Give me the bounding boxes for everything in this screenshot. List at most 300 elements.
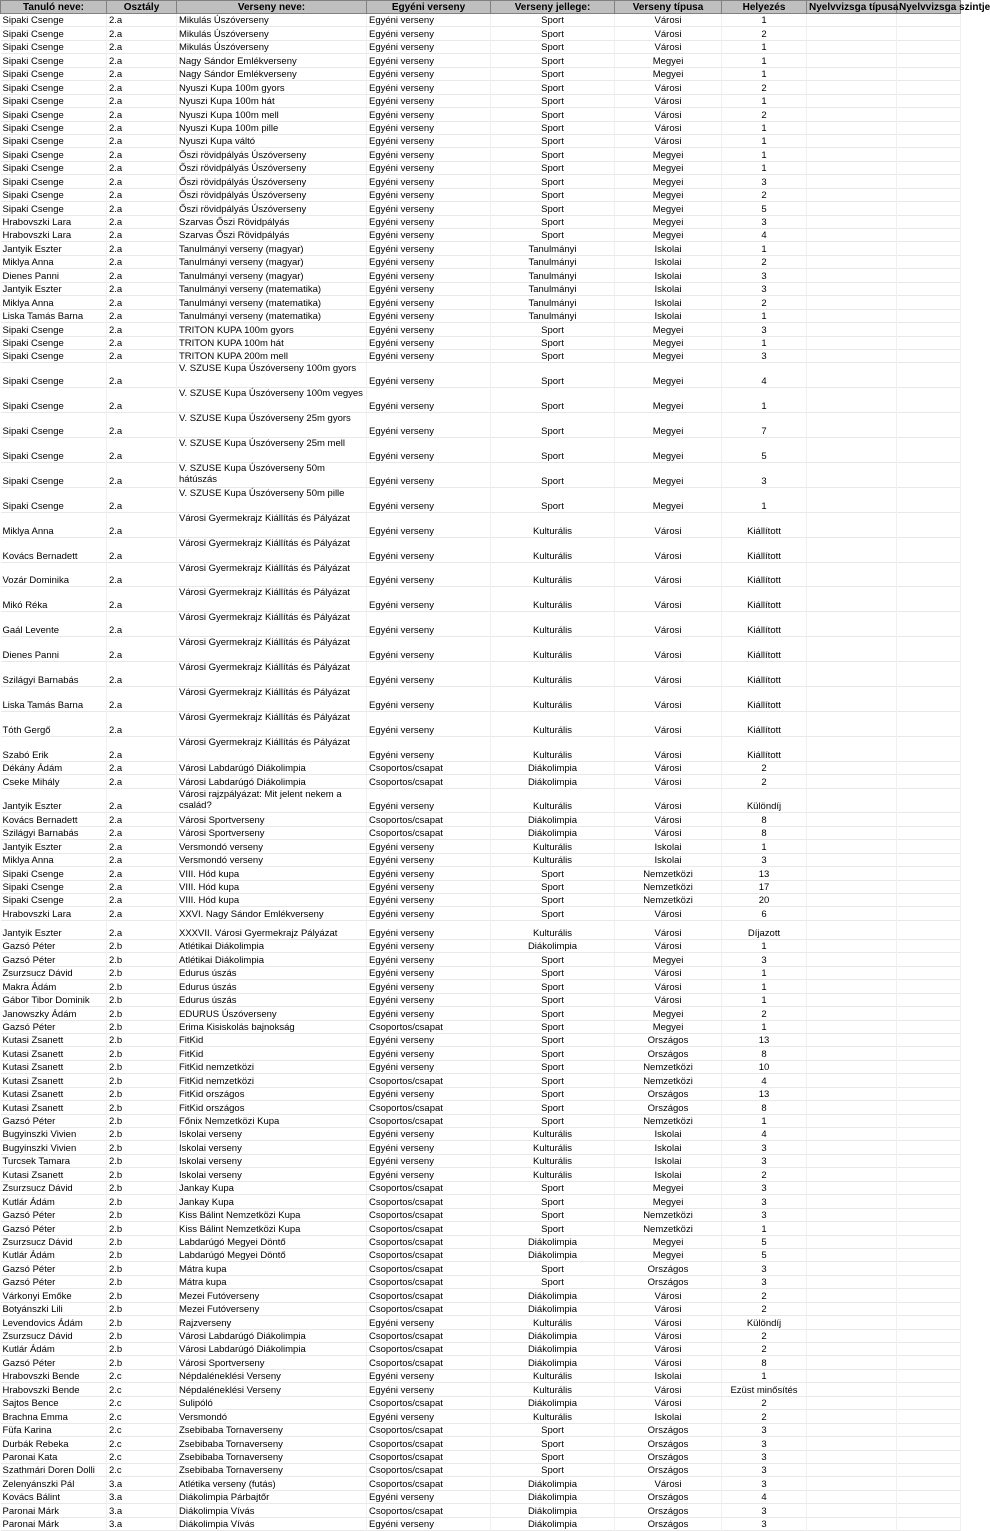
cell-exam-level xyxy=(897,761,961,774)
cell-competition-name: Mezei Futóverseny xyxy=(177,1302,367,1315)
cell-type: Országos xyxy=(615,1490,722,1503)
cell-exam-type xyxy=(807,81,897,94)
cell-exam-type xyxy=(807,1369,897,1382)
table-row xyxy=(1,81,961,94)
cell-placement: 1 xyxy=(722,487,807,512)
cell-nature: Sport xyxy=(491,1114,615,1127)
cell-student-name: Brachna Emma xyxy=(1,1410,107,1423)
cell-exam-level xyxy=(897,1101,961,1114)
cell-type: Megyei xyxy=(615,438,722,463)
cell-individual: Egyéni verseny xyxy=(367,242,491,255)
cell-class: 2.a xyxy=(107,562,177,587)
cell-individual: Egyéni verseny xyxy=(367,202,491,215)
cell-exam-type xyxy=(807,1396,897,1409)
cell-class: 2.b xyxy=(107,1329,177,1342)
cell-exam-type xyxy=(807,907,897,920)
cell-exam-type xyxy=(807,1020,897,1033)
cell-exam-level xyxy=(897,1033,961,1046)
cell-exam-type xyxy=(807,349,897,362)
cell-nature: Sport xyxy=(491,161,615,174)
cell-individual: Csoportos/csapat xyxy=(367,775,491,788)
cell-class: 2.a xyxy=(107,148,177,161)
cell-placement: 4 xyxy=(722,229,807,242)
cell-exam-type xyxy=(807,512,897,537)
cell-individual: Egyéni verseny xyxy=(367,512,491,537)
cell-nature: Sport xyxy=(491,14,615,27)
cell-student-name: Zelenyánszki Pál xyxy=(1,1477,107,1490)
cell-student-name: Zsurzsucz Dávid xyxy=(1,1235,107,1248)
cell-class: 2.b xyxy=(107,1020,177,1033)
cell-exam-type xyxy=(807,537,897,562)
cell-exam-type xyxy=(807,1033,897,1046)
cell-placement: Kiállított xyxy=(722,612,807,637)
cell-exam-level xyxy=(897,612,961,637)
cell-student-name: Kutlár Ádám xyxy=(1,1343,107,1356)
cell-competition-name: Városi rajzpályázat: Mit jelent nekem a család? xyxy=(177,788,367,813)
cell-type: Megyei xyxy=(615,54,722,67)
cell-exam-level xyxy=(897,1410,961,1423)
cell-nature: Sport xyxy=(491,1060,615,1073)
table-row xyxy=(1,1423,961,1436)
cell-nature: Sport xyxy=(491,1074,615,1087)
cell-exam-type xyxy=(807,323,897,336)
cell-exam-level xyxy=(897,1463,961,1476)
cell-exam-type xyxy=(807,27,897,40)
cell-class: 2.b xyxy=(107,1128,177,1141)
cell-individual: Egyéni verseny xyxy=(367,993,491,1006)
cell-placement: 3 xyxy=(722,1181,807,1194)
cell-type: Megyei xyxy=(615,1235,722,1248)
cell-nature: Sport xyxy=(491,1423,615,1436)
cell-student-name: Zsurzsucz Dávid xyxy=(1,966,107,979)
cell-placement: 20 xyxy=(722,894,807,907)
cell-exam-level xyxy=(897,853,961,866)
cell-type: Városi xyxy=(615,775,722,788)
cell-placement: 1 xyxy=(722,121,807,134)
cell-student-name: Levendovics Ádám xyxy=(1,1316,107,1329)
cell-nature: Diákolimpia xyxy=(491,1302,615,1315)
cell-student-name: Liska Tamás Barna xyxy=(1,686,107,711)
cell-competition-name: Őszi rövidpályás Úszóverseny xyxy=(177,148,367,161)
cell-class: 2.a xyxy=(107,349,177,362)
table-row xyxy=(1,1248,961,1261)
cell-placement: Kiállított xyxy=(722,711,807,736)
cell-type: Országos xyxy=(615,1504,722,1517)
cell-student-name: Sipaki Csenge xyxy=(1,161,107,174)
cell-individual: Csoportos/csapat xyxy=(367,1195,491,1208)
cell-nature: Sport xyxy=(491,108,615,121)
cell-student-name: Sajtos Bence xyxy=(1,1396,107,1409)
cell-competition-name: TRITON KUPA 200m mell xyxy=(177,349,367,362)
table-row xyxy=(1,1302,961,1315)
cell-placement: 3 xyxy=(722,462,807,487)
cell-exam-level xyxy=(897,920,961,939)
cell-class: 2.b xyxy=(107,1181,177,1194)
cell-competition-name: Tanulmányi verseny (matematika) xyxy=(177,296,367,309)
cell-competition-name: Nyuszi Kupa 100m gyors xyxy=(177,81,367,94)
cell-student-name: Gazsó Péter xyxy=(1,953,107,966)
cell-student-name: Sipaki Csenge xyxy=(1,27,107,40)
cell-exam-type xyxy=(807,867,897,880)
cell-student-name: Jantyik Eszter xyxy=(1,840,107,853)
cell-class: 2.b xyxy=(107,966,177,979)
cell-exam-level xyxy=(897,1477,961,1490)
cell-type: Városi xyxy=(615,907,722,920)
cell-class: 2.a xyxy=(107,54,177,67)
cell-competition-name: Szarvas Őszi Rövidpályás xyxy=(177,215,367,228)
cell-student-name: Sipaki Csenge xyxy=(1,121,107,134)
cell-exam-type xyxy=(807,662,897,687)
cell-student-name: Sipaki Csenge xyxy=(1,54,107,67)
cell-exam-level xyxy=(897,363,961,388)
cell-competition-name: V. SZUSE Kupa Úszóverseny 50m pille xyxy=(177,487,367,512)
cell-exam-type xyxy=(807,296,897,309)
cell-class: 2.a xyxy=(107,907,177,920)
cell-student-name: Gazsó Péter xyxy=(1,1208,107,1221)
cell-class: 2.a xyxy=(107,826,177,839)
cell-student-name: Kutasi Zsanett xyxy=(1,1060,107,1073)
cell-placement: 1 xyxy=(722,1114,807,1127)
cell-placement: 3 xyxy=(722,349,807,362)
cell-exam-type xyxy=(807,336,897,349)
cell-type: Megyei xyxy=(615,1007,722,1020)
cell-class: 2.a xyxy=(107,853,177,866)
cell-exam-type xyxy=(807,1343,897,1356)
cell-class: 2.c xyxy=(107,1463,177,1476)
cell-placement: 6 xyxy=(722,907,807,920)
cell-type: Városi xyxy=(615,980,722,993)
table-row xyxy=(1,1504,961,1517)
cell-exam-type xyxy=(807,161,897,174)
cell-individual: Egyéni verseny xyxy=(367,1316,491,1329)
cell-exam-type xyxy=(807,1316,897,1329)
cell-exam-level xyxy=(897,336,961,349)
cell-individual: Egyéni verseny xyxy=(367,188,491,201)
cell-nature: Sport xyxy=(491,1101,615,1114)
cell-exam-type xyxy=(807,148,897,161)
cell-exam-type xyxy=(807,939,897,952)
table-row xyxy=(1,282,961,295)
table-row xyxy=(1,27,961,40)
cell-student-name: Gazsó Péter xyxy=(1,1356,107,1369)
table-row xyxy=(1,840,961,853)
table-row xyxy=(1,1208,961,1221)
table-row xyxy=(1,1141,961,1154)
cell-student-name: Sipaki Csenge xyxy=(1,134,107,147)
cell-individual: Csoportos/csapat xyxy=(367,1437,491,1450)
cell-exam-type xyxy=(807,711,897,736)
cell-class: 2.a xyxy=(107,255,177,268)
cell-exam-type xyxy=(807,108,897,121)
cell-individual: Egyéni verseny xyxy=(367,686,491,711)
cell-nature: Kulturális xyxy=(491,1369,615,1382)
cell-individual: Egyéni verseny xyxy=(367,907,491,920)
cell-competition-name: Labdarúgó Megyei Döntő xyxy=(177,1235,367,1248)
cell-class: 2.a xyxy=(107,662,177,687)
cell-class: 2.c xyxy=(107,1450,177,1463)
cell-class: 2.b xyxy=(107,1262,177,1275)
cell-exam-level xyxy=(897,1074,961,1087)
cell-type: Városi xyxy=(615,1316,722,1329)
cell-type: Iskolai xyxy=(615,853,722,866)
cell-exam-type xyxy=(807,202,897,215)
table-row xyxy=(1,894,961,907)
cell-individual: Egyéni verseny xyxy=(367,1141,491,1154)
cell-individual: Egyéni verseny xyxy=(367,336,491,349)
table-row xyxy=(1,134,961,147)
cell-competition-name: Városi Labdarúgó Diákolimpia xyxy=(177,1329,367,1342)
cell-competition-name: Mátra kupa xyxy=(177,1262,367,1275)
cell-exam-type xyxy=(807,953,897,966)
cell-individual: Egyéni verseny xyxy=(367,966,491,979)
cell-placement: Kiállított xyxy=(722,587,807,612)
cell-nature: Sport xyxy=(491,1208,615,1221)
cell-exam-type xyxy=(807,388,897,413)
cell-type: Országos xyxy=(615,1101,722,1114)
cell-class: 2.a xyxy=(107,269,177,282)
cell-student-name: Paronai Márk xyxy=(1,1504,107,1517)
cell-student-name: Miklya Anna xyxy=(1,255,107,268)
cell-exam-level xyxy=(897,1302,961,1315)
cell-exam-type xyxy=(807,1504,897,1517)
cell-exam-level xyxy=(897,813,961,826)
cell-individual: Egyéni verseny xyxy=(367,1369,491,1382)
cell-placement: 3 xyxy=(722,215,807,228)
cell-individual: Egyéni verseny xyxy=(367,282,491,295)
table-row xyxy=(1,1235,961,1248)
cell-exam-level xyxy=(897,993,961,1006)
cell-exam-level xyxy=(897,215,961,228)
table-row xyxy=(1,1020,961,1033)
header-competition-name: Verseny neve: xyxy=(177,1,367,14)
cell-competition-name: Tanulmányi verseny (magyar) xyxy=(177,242,367,255)
cell-exam-level xyxy=(897,1168,961,1181)
cell-individual: Egyéni verseny xyxy=(367,953,491,966)
cell-class: 2.a xyxy=(107,462,177,487)
cell-type: Megyei xyxy=(615,336,722,349)
cell-individual: Egyéni verseny xyxy=(367,612,491,637)
cell-individual: Csoportos/csapat xyxy=(367,1504,491,1517)
cell-exam-level xyxy=(897,1343,961,1356)
cell-individual: Csoportos/csapat xyxy=(367,1208,491,1221)
cell-individual: Egyéni verseny xyxy=(367,309,491,322)
cell-type: Városi xyxy=(615,637,722,662)
cell-individual: Egyéni verseny xyxy=(367,1410,491,1423)
cell-student-name: Bugyinszki Vivien xyxy=(1,1141,107,1154)
table-row xyxy=(1,1410,961,1423)
cell-individual: Csoportos/csapat xyxy=(367,813,491,826)
cell-class: 2.a xyxy=(107,880,177,893)
table-row xyxy=(1,1343,961,1356)
cell-nature: Sport xyxy=(491,1020,615,1033)
cell-exam-type xyxy=(807,54,897,67)
cell-exam-level xyxy=(897,1128,961,1141)
cell-type: Iskolai xyxy=(615,1128,722,1141)
cell-student-name: Jantyik Eszter xyxy=(1,282,107,295)
table-row xyxy=(1,562,961,587)
cell-individual: Egyéni verseny xyxy=(367,1383,491,1396)
cell-placement: 3 xyxy=(722,1262,807,1275)
cell-class: 2.b xyxy=(107,1101,177,1114)
cell-student-name: Gazsó Péter xyxy=(1,1262,107,1275)
cell-type: Városi xyxy=(615,14,722,27)
table-row xyxy=(1,880,961,893)
cell-placement: Kiállított xyxy=(722,662,807,687)
cell-type: Városi xyxy=(615,711,722,736)
header-individual-competition: Egyéni verseny xyxy=(367,1,491,14)
cell-type: Országos xyxy=(615,1463,722,1476)
cell-class: 2.b xyxy=(107,1033,177,1046)
cell-class: 2.b xyxy=(107,1114,177,1127)
cell-placement: 8 xyxy=(722,813,807,826)
cell-exam-type xyxy=(807,188,897,201)
table-row xyxy=(1,939,961,952)
cell-nature: Diákolimpia xyxy=(491,1490,615,1503)
cell-student-name: Cseke Mihály xyxy=(1,775,107,788)
cell-competition-name: Diákolimpia Vívás xyxy=(177,1517,367,1530)
cell-individual: Csoportos/csapat xyxy=(367,1423,491,1436)
cell-class: 2.c xyxy=(107,1396,177,1409)
cell-type: Városi xyxy=(615,1396,722,1409)
cell-competition-name: Iskolai verseny xyxy=(177,1154,367,1167)
cell-individual: Egyéni verseny xyxy=(367,81,491,94)
cell-exam-level xyxy=(897,894,961,907)
cell-nature: Kulturális xyxy=(491,662,615,687)
cell-placement: 2 xyxy=(722,761,807,774)
cell-nature: Sport xyxy=(491,953,615,966)
cell-individual: Egyéni verseny xyxy=(367,388,491,413)
cell-individual: Csoportos/csapat xyxy=(367,826,491,839)
cell-type: Megyei xyxy=(615,188,722,201)
cell-student-name: Sipaki Csenge xyxy=(1,413,107,438)
cell-student-name: Janowszky Ádám xyxy=(1,1007,107,1020)
cell-type: Országos xyxy=(615,1047,722,1060)
cell-competition-name: Diákolimpia Vívás xyxy=(177,1504,367,1517)
cell-nature: Sport xyxy=(491,54,615,67)
cell-exam-type xyxy=(807,562,897,587)
cell-nature: Sport xyxy=(491,202,615,215)
table-row xyxy=(1,1181,961,1194)
cell-nature: Kulturális xyxy=(491,1168,615,1181)
cell-nature: Kulturális xyxy=(491,637,615,662)
cell-competition-name: XXVI. Nagy Sándor Emlékverseny xyxy=(177,907,367,920)
cell-exam-type xyxy=(807,242,897,255)
cell-type: Városi xyxy=(615,40,722,53)
cell-exam-level xyxy=(897,686,961,711)
cell-exam-level xyxy=(897,388,961,413)
cell-competition-name: Mikulás Úszóverseny xyxy=(177,14,367,27)
cell-nature: Sport xyxy=(491,1275,615,1288)
table-row xyxy=(1,993,961,1006)
cell-nature: Kulturális xyxy=(491,1383,615,1396)
cell-class: 2.a xyxy=(107,134,177,147)
cell-type: Megyei xyxy=(615,1248,722,1261)
cell-class: 2.a xyxy=(107,296,177,309)
cell-student-name: Zsurzsucz Dávid xyxy=(1,1329,107,1342)
cell-type: Megyei xyxy=(615,953,722,966)
table-row xyxy=(1,202,961,215)
cell-exam-level xyxy=(897,736,961,761)
cell-student-name: Sipaki Csenge xyxy=(1,202,107,215)
cell-placement: 2 xyxy=(722,81,807,94)
cell-type: Országos xyxy=(615,1423,722,1436)
cell-class: 2.a xyxy=(107,161,177,174)
cell-student-name: Kutasi Zsanett xyxy=(1,1087,107,1100)
cell-competition-name: Zsebibaba Tornaverseny xyxy=(177,1423,367,1436)
cell-placement: 1 xyxy=(722,840,807,853)
cell-competition-name: Erima Kisiskolás bajnokság xyxy=(177,1020,367,1033)
table-row xyxy=(1,296,961,309)
cell-competition-name: XXXVII. Városi Gyermekrajz Pályázat xyxy=(177,920,367,939)
cell-exam-type xyxy=(807,853,897,866)
cell-type: Nemzetközi xyxy=(615,867,722,880)
header-language-exam-level: Nyelvvizsga szintje xyxy=(897,1,961,14)
cell-student-name: Kutlár Ádám xyxy=(1,1195,107,1208)
cell-competition-name: Kiss Bálint Nemzetközi Kupa xyxy=(177,1222,367,1235)
cell-individual: Egyéni verseny xyxy=(367,1007,491,1020)
cell-placement: 1 xyxy=(722,134,807,147)
cell-exam-type xyxy=(807,813,897,826)
table-row xyxy=(1,1047,961,1060)
cell-exam-type xyxy=(807,1437,897,1450)
cell-class: 2.b xyxy=(107,1316,177,1329)
cell-placement: 3 xyxy=(722,1195,807,1208)
table-row xyxy=(1,1114,961,1127)
cell-competition-name: Edurus úszás xyxy=(177,966,367,979)
cell-individual: Egyéni verseny xyxy=(367,587,491,612)
cell-type: Városi xyxy=(615,920,722,939)
table-row xyxy=(1,108,961,121)
cell-exam-type xyxy=(807,1262,897,1275)
cell-class: 2.b xyxy=(107,993,177,1006)
table-row xyxy=(1,1383,961,1396)
cell-placement: Ezüst minősítés xyxy=(722,1383,807,1396)
table-row xyxy=(1,736,961,761)
cell-exam-type xyxy=(807,1423,897,1436)
cell-placement: 1 xyxy=(722,980,807,993)
cell-student-name: Mikó Réka xyxy=(1,587,107,612)
cell-competition-name: Nyuszi Kupa 100m hát xyxy=(177,94,367,107)
cell-placement: Kiállított xyxy=(722,512,807,537)
cell-class: 2.a xyxy=(107,202,177,215)
cell-placement: 2 xyxy=(722,1410,807,1423)
cell-nature: Sport xyxy=(491,1033,615,1046)
table-row xyxy=(1,175,961,188)
cell-individual: Csoportos/csapat xyxy=(367,1329,491,1342)
cell-exam-type xyxy=(807,14,897,27)
cell-nature: Sport xyxy=(491,980,615,993)
cell-nature: Sport xyxy=(491,1007,615,1020)
cell-individual: Egyéni verseny xyxy=(367,894,491,907)
cell-exam-type xyxy=(807,1181,897,1194)
cell-class: 2.a xyxy=(107,894,177,907)
cell-nature: Kulturális xyxy=(491,788,615,813)
cell-individual: Egyéni verseny xyxy=(367,161,491,174)
cell-student-name: Gábor Tibor Dominik xyxy=(1,993,107,1006)
cell-exam-type xyxy=(807,1114,897,1127)
cell-type: Városi xyxy=(615,134,722,147)
cell-class: 2.a xyxy=(107,215,177,228)
cell-class: 2.a xyxy=(107,81,177,94)
cell-placement: 1 xyxy=(722,336,807,349)
cell-competition-name: Kiss Bálint Nemzetközi Kupa xyxy=(177,1208,367,1221)
cell-nature: Sport xyxy=(491,438,615,463)
cell-exam-level xyxy=(897,188,961,201)
cell-nature: Sport xyxy=(491,148,615,161)
cell-exam-level xyxy=(897,1396,961,1409)
cell-exam-level xyxy=(897,662,961,687)
cell-competition-name: Városi Gyermekrajz Kiállítás és Pályázat xyxy=(177,512,367,537)
